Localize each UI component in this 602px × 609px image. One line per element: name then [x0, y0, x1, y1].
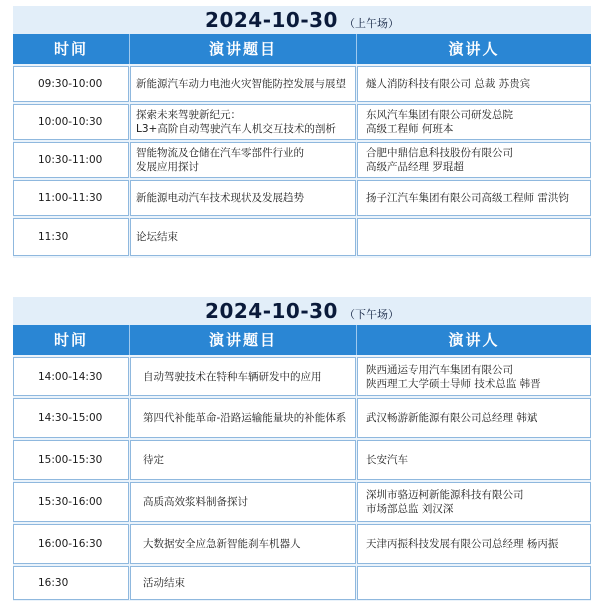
topic-cell: 探索未来驾驶新纪元： L3+高阶自动驾驶汽车人机交互技术的剖析 — [130, 104, 356, 140]
topic-cell: 待定 — [130, 440, 356, 480]
topic-cell: 大数据安全应急新智能刹车机器人 — [130, 524, 356, 564]
speaker-cell: 燧人消防科技有限公司 总裁 苏贵宾 — [357, 66, 591, 102]
header-time: 时间 — [53, 40, 88, 58]
time-cell: 10:30-11:00 — [13, 142, 129, 178]
header-topic: 演讲题目 — [208, 40, 277, 58]
table-row — [13, 142, 591, 178]
header-speaker: 演讲人 — [448, 331, 500, 349]
header-speaker: 演讲人 — [448, 40, 500, 58]
session-period: （下午场） — [343, 308, 399, 321]
speaker-cell: 深圳市骆迈柯新能源科技有限公司 市场部总监 刘汉深 — [357, 482, 591, 522]
time-cell: 11:00-11:30 — [13, 180, 129, 216]
topic-cell: 自动驾驶技术在特种车辆研发中的应用 — [130, 357, 356, 396]
session-period: （上午场） — [343, 17, 399, 30]
table-header-row — [13, 325, 591, 355]
topic-cell: 智能物流及仓储在汽车零部件行业的 发展应用探讨 — [130, 142, 356, 178]
table-row — [13, 104, 591, 140]
session-date: 2024-10-30 — [205, 8, 338, 32]
topic-cell: 新能源电动汽车技术现状及发展趋势 — [130, 180, 356, 216]
header-topic: 演讲题目 — [208, 331, 277, 349]
table-row — [13, 440, 591, 480]
table-row — [13, 357, 591, 396]
time-cell: 14:30-15:00 — [13, 398, 129, 438]
session-title-bar — [13, 6, 591, 34]
speaker-cell — [357, 218, 591, 256]
topic-cell: 新能源汽车动力电池火灾智能防控发展与展望 — [130, 66, 356, 102]
time-cell: 11:30 — [13, 218, 129, 256]
table-row — [13, 218, 591, 256]
speaker-cell: 长安汽车 — [357, 440, 591, 480]
time-cell: 15:00-15:30 — [13, 440, 129, 480]
topic-cell: 第四代补能革命-沿路运输能量块的补能体系 — [130, 398, 356, 438]
header-time: 时间 — [53, 331, 88, 349]
speaker-cell: 陕西通运专用汽车集团有限公司 陕西理工大学硕士导师 技术总监 韩晋 — [357, 357, 591, 396]
time-cell: 09:30-10:00 — [13, 66, 129, 102]
speaker-cell: 天津丙振科技发展有限公司总经理 杨丙振 — [357, 524, 591, 564]
speaker-cell: 扬子江汽车集团有限公司高级工程师 雷洪钧 — [357, 180, 591, 216]
table-row — [13, 524, 591, 564]
morning-session-table — [13, 6, 591, 258]
time-cell: 15:30-16:00 — [13, 482, 129, 522]
afternoon-session-table — [13, 297, 591, 601]
session-title-bar — [13, 297, 591, 325]
speaker-cell: 武汉畅游新能源有限公司总经理 韩斌 — [357, 398, 591, 438]
speaker-cell — [357, 566, 591, 600]
topic-cell: 活动结束 — [130, 566, 356, 600]
time-cell: 14:00-14:30 — [13, 357, 129, 396]
table-row — [13, 66, 591, 102]
topic-cell: 论坛结束 — [130, 218, 356, 256]
table-row — [13, 566, 591, 600]
table-row — [13, 482, 591, 522]
table-header-row — [13, 34, 591, 64]
table-row — [13, 398, 591, 438]
time-cell: 10:00-10:30 — [13, 104, 129, 140]
speaker-cell: 东风汽车集团有限公司研发总院 高级工程师 何班本 — [357, 104, 591, 140]
table-row — [13, 180, 591, 216]
speaker-cell: 合肥中鼎信息科技股份有限公司 高级产品经理 罗琨超 — [357, 142, 591, 178]
topic-cell: 高质高效浆料制备探讨 — [130, 482, 356, 522]
session-date: 2024-10-30 — [205, 299, 338, 323]
time-cell: 16:30 — [13, 566, 129, 600]
time-cell: 16:00-16:30 — [13, 524, 129, 564]
